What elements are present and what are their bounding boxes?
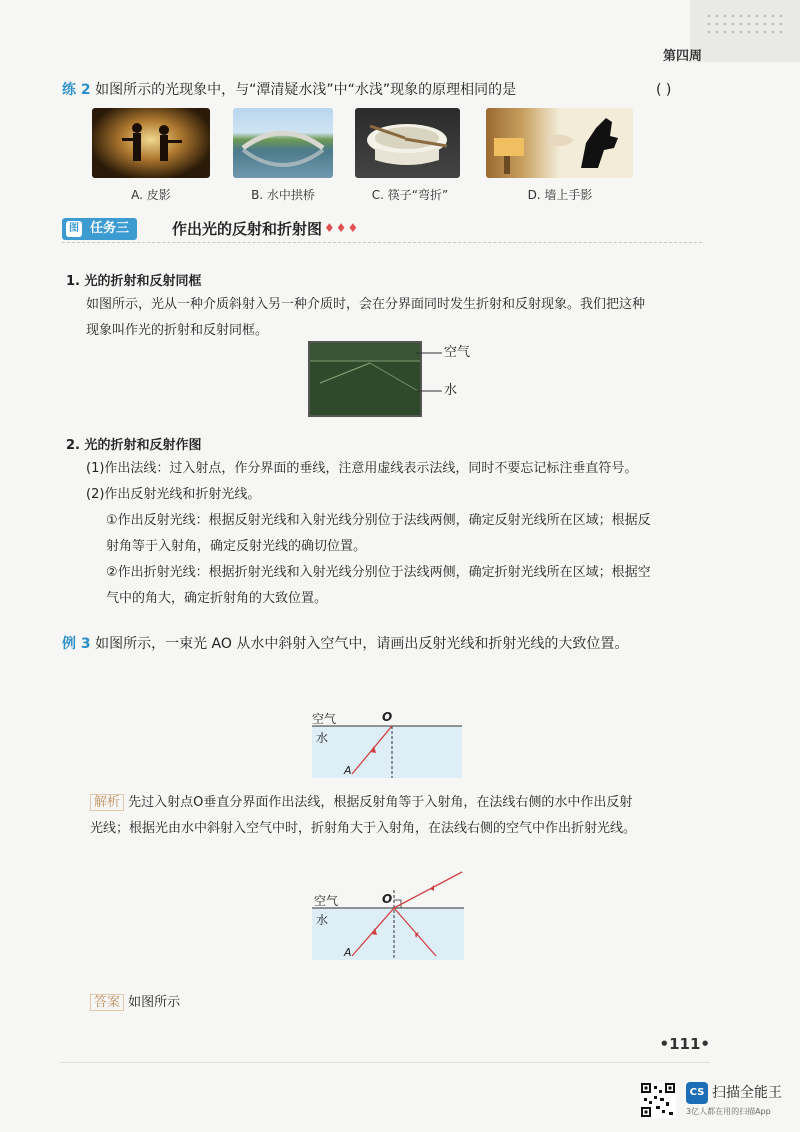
camscanner-logo-icon: CS xyxy=(686,1082,708,1104)
week-label: 第四周 xyxy=(663,49,703,64)
label-water: 水 xyxy=(444,383,458,398)
chopstick-bowl-photo xyxy=(355,108,460,178)
answer-text: 如图所示 xyxy=(128,995,181,1010)
shadow-puppet-photo xyxy=(92,108,210,178)
answer-tag: 答案 xyxy=(90,994,124,1011)
answer-diagram-svg xyxy=(312,870,472,960)
diagram1-water: 水 xyxy=(316,731,329,745)
difficulty-drops-icon: ♦♦♦ xyxy=(324,221,360,235)
exercise2-question xyxy=(62,80,516,100)
option-a-caption: A. 皮影 xyxy=(131,188,171,202)
exercise2-text: 如图所示的光现象中，与“潭清疑水浅”中“水浅”现象的原理相同的是 xyxy=(95,82,517,98)
camscanner-tagline: 3亿人都在用的扫描App xyxy=(686,1107,771,1116)
option-b-caption: B. 水中拱桥 xyxy=(251,188,315,202)
example3-label: 例 3 xyxy=(62,636,91,652)
answer-bracket: ( ) xyxy=(656,82,672,98)
part2-heading: 2. 光的折射和反射作图 xyxy=(66,438,202,453)
refraction-tank-photo xyxy=(308,341,422,417)
task3-badge xyxy=(62,218,137,240)
diagram2-water: 水 xyxy=(316,913,329,927)
bowl-drawing xyxy=(355,108,460,178)
diagram2-a: A xyxy=(344,946,352,959)
arch-bridge-drawing xyxy=(233,108,333,178)
diagram1-o: O xyxy=(382,710,393,724)
example3-text: 如图所示，一束光 AO 从水中斜射入空气中，请画出反射光线和折射光线的大致位置。 xyxy=(95,636,629,652)
example3-question xyxy=(62,634,628,654)
diagram2-air: 空气 xyxy=(314,894,339,908)
answer-line xyxy=(90,990,180,1016)
part2-step1: (1)作出法线：过入射点，作分界面的垂线，注意用虚线表示法线，同时不要忘记标注垂直符号。 xyxy=(86,461,638,476)
diagram2-o: O xyxy=(382,892,393,906)
arch-bridge-photo xyxy=(233,108,333,178)
task3-section-header xyxy=(62,218,702,243)
analysis-line1 xyxy=(90,790,632,816)
part2-step2: (2)作出反射光线和折射光线。 xyxy=(86,487,261,502)
exercise2-label: 练 2 xyxy=(62,82,91,98)
task3-badge-label: 任务三 xyxy=(90,221,130,236)
part2-sub2-line2: 气中的角大，确定折射角的大致位置。 xyxy=(106,591,328,606)
qr-code-icon xyxy=(640,1082,676,1118)
shadow-puppet-figures xyxy=(92,108,210,178)
hand-shadow-drawing xyxy=(486,108,633,178)
part1-line2: 现象叫作光的折射和反射同框。 xyxy=(86,323,269,338)
tank-light-path xyxy=(310,343,420,415)
hand-shadow-photo xyxy=(486,108,633,178)
part2-sub1-line2: 射角等于入射角，确定反射光线的确切位置。 xyxy=(106,539,367,554)
analysis-tag: 解析 xyxy=(90,794,124,811)
analysis-text1: 先过入射点O垂直分界面作出法线，根据反射角等于入射角，在法线右侧的水中作出反射 xyxy=(128,795,633,810)
part2-sub1-line1: ①作出反射光线：根据反射光线和入射光线分别位于法线两侧，确定反射光线所在区域；根据反 xyxy=(106,513,651,528)
task3-title: 作出光的反射和折射图 xyxy=(172,220,323,238)
example-diagram xyxy=(312,712,462,778)
footer-divider xyxy=(60,1062,710,1063)
option-d-caption: D. 墙上手影 xyxy=(527,188,593,202)
diagram1-a: A xyxy=(344,764,352,777)
camscanner-name: 扫描全能王 xyxy=(712,1085,782,1101)
page-number: •111• xyxy=(659,1035,710,1053)
option-c-caption: C. 筷子“弯折” xyxy=(371,188,449,202)
dot-pattern xyxy=(705,12,785,38)
label-air: 空气 xyxy=(444,345,471,360)
part1-line1: 如图所示，光从一种介质斜射入另一种介质时，会在分界面同时发生折射和反射现象。我们把这种 xyxy=(86,297,646,312)
answer-diagram xyxy=(312,870,472,960)
part2-sub2-line1: ②作出折射光线：根据折射光线和入射光线分别位于法线两侧，确定折射光线所在区域；根据空 xyxy=(106,565,651,580)
analysis-line2: 光线；根据光由水中斜射入空气中时，折射角大于入射角，在法线右侧的空气中作出折射光线。 xyxy=(90,821,637,836)
part1-heading: 1. 光的折射和反射同框 xyxy=(66,274,202,289)
task-icon: 图 xyxy=(66,221,82,237)
diagram1-air: 空气 xyxy=(312,712,337,726)
